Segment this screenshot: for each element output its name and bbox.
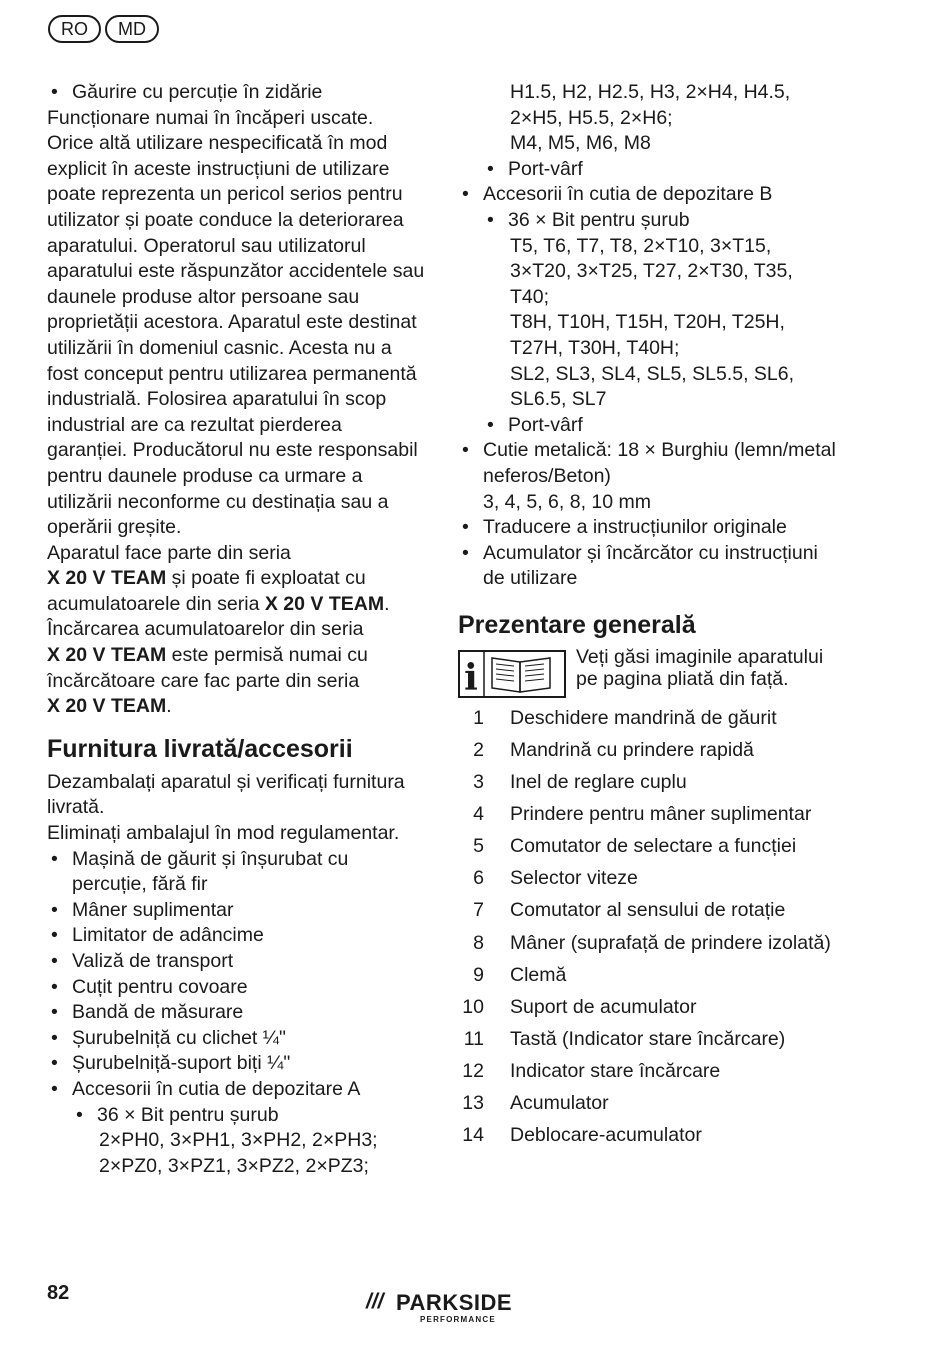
bit-list-line: 2×PH0, 3×PH1, 3×PH2, 2×PH3;: [99, 1129, 378, 1152]
series-paragraph: [47, 541, 425, 720]
drill-sizes: 3, 4, 5, 6, 8, 10 mm: [483, 490, 651, 513]
bit-list-line: T40;: [510, 285, 550, 308]
bit-list-line: T27H, T30H, T40H;: [510, 336, 680, 359]
part-name: Acumulator: [510, 1092, 609, 1114]
part-name: Tastă (Indicator stare încărcare): [510, 1027, 786, 1050]
list-item: [458, 995, 838, 1021]
part-name: Inel de reglare cuplu: [510, 771, 687, 794]
bit-list-line: SL2, SL3, SL4, SL5, SL5.5, SL6,: [510, 362, 795, 385]
part-name: Comutator de selectare a funcției: [510, 835, 797, 858]
bit-list-line: 2×PZ0, 3×PZ1, 3×PZ2, 2×PZ3;: [99, 1154, 369, 1177]
sub-list-item: • 36 × Bit pentru șurub: [483, 208, 838, 234]
list-item: • Cutie metalică: 18 × Burghiu (lemn/metal neferos/Beton): [458, 438, 838, 489]
sub-list-item: • Port-vârf: [483, 157, 838, 183]
part-name: Clemă: [510, 963, 567, 986]
series-name: X 20 V TEAM: [47, 695, 167, 718]
right-column: [458, 80, 838, 1149]
part-name: Selector viteze: [510, 867, 638, 890]
series-name: X 20 V TEAM: [264, 592, 385, 615]
list-item: • Cuțit pentru covoare: [47, 975, 425, 1001]
section-heading-delivery: Furnitura livrată/accesorii: [47, 734, 353, 763]
list-item: • Accesorii în cutia de depozitare B: [458, 182, 838, 208]
list-item: [458, 770, 838, 796]
parkside-logo: [366, 1288, 526, 1328]
unpack-paragraph: Dezambalați aparatul și verificați furnitura livrată.: [47, 770, 405, 819]
info-book-icon: [458, 650, 566, 698]
part-name: Deblocare-acumulator: [510, 1124, 702, 1147]
list-item: [458, 1123, 838, 1149]
part-number: 8: [473, 931, 484, 954]
intended-use-paragraph: Orice altă utilizare nespecificată în mod explicit în aceste instrucțiuni de utilizare poate reprezenta un pericol serios pentru utilizator și poate conduce la deteriorarea aparatului. Operatorul sau utilizatorul aparatului este răspunzător accidentele sau daunele produse altor persoane sau proprietății acestora. Aparatul este destinat utilizării în domeniul casnic. Acesta nu a fost conceput pentru utilizarea permanentă industrială. Folosirea aparatului în scop industrial are ca rezultat pierderea garanției. Producătorul nu este responsabil pentru daunele produse ca urmare a utilizării neconforme cu destinația sau a operării greșite.: [47, 132, 425, 539]
bit-list-line: M4, M5, M6, M8: [510, 132, 651, 155]
list-item: • Mașină de găurit și înșurubat cu percuție, fără fir: [47, 847, 425, 898]
usage-bullet: • Găurire cu percuție în zidărie: [47, 80, 425, 106]
part-number: 2: [473, 738, 484, 761]
part-name: Indicator stare încărcare: [510, 1059, 721, 1082]
sub-list-item: • Port-vârf: [483, 413, 838, 439]
language-tag-ro: RO: [48, 15, 101, 43]
part-number: 10: [462, 995, 484, 1018]
part-number: 6: [473, 867, 484, 890]
part-number: 11: [463, 1027, 484, 1050]
list-item: • Acumulator și încărcător cu instrucțiuni de utilizare: [458, 541, 838, 592]
logo-subtitle: PERFORMANCE: [420, 1315, 496, 1324]
part-number: 13: [462, 1092, 484, 1114]
part-number: 12: [462, 1059, 484, 1082]
list-item: [458, 738, 838, 764]
bit-list-line: 3×T20, 3×T25, T27, 2×T30, T35,: [510, 260, 793, 283]
part-number: 4: [473, 803, 484, 826]
left-column: [47, 80, 425, 1179]
series-text-e: .: [166, 695, 172, 718]
list-item: • Traducere a instrucțiunilor originale: [458, 515, 838, 541]
list-item: • Mâner suplimentar: [47, 898, 425, 924]
part-number: 5: [473, 835, 484, 858]
list-item: [458, 1091, 838, 1117]
list-item: [458, 1059, 838, 1085]
list-item: [458, 931, 838, 957]
part-name: Deschidere mandrină de găurit: [510, 706, 777, 729]
list-item: [458, 866, 838, 892]
sub-list-item: • 36 × Bit pentru șurub: [72, 1103, 425, 1129]
dry-rooms-note: Funcționare numai în încăperi uscate.: [47, 106, 374, 129]
logo-stripes: ///: [366, 1290, 384, 1313]
series-name: X 20 V TEAM: [47, 644, 167, 667]
page-number: 82: [47, 1282, 70, 1304]
language-tags: [48, 15, 159, 43]
part-name: Mandrină cu prindere rapidă: [510, 738, 754, 761]
part-number: 9: [473, 963, 484, 986]
info-text: Veți găsi imaginile aparatului pe pagina pliată din față.: [576, 645, 824, 690]
series-text-d: este permisă numai cu încărcătoare care fac parte din seria: [47, 644, 368, 692]
part-name: Suport de acumulator: [510, 995, 697, 1018]
bit-list-line: 2×H5, H5.5, 2×H6;: [510, 106, 673, 129]
list-item: • Bandă de măsurare: [47, 1000, 425, 1026]
logo-brand: PARKSIDE: [396, 1290, 513, 1315]
list-item: [458, 898, 838, 924]
part-number: 7: [473, 899, 484, 922]
part-number: 1: [473, 706, 484, 729]
list-item: • Accesorii în cutia de depozitare A: [47, 1077, 425, 1103]
list-item: • Șurubelniță-suport biți ¼": [47, 1051, 425, 1077]
list-item: • Valiză de transport: [47, 949, 425, 975]
part-name: Mâner (suprafață de prindere izolată): [510, 931, 831, 954]
part-number: 14: [462, 1124, 484, 1147]
bit-list-line: H1.5, H2, H2.5, H3, 2×H4, H4.5,: [510, 81, 791, 103]
list-item: [458, 802, 838, 828]
list-item: [458, 963, 838, 989]
bit-list-line: SL6.5, SL7: [510, 388, 607, 411]
list-item: [458, 834, 838, 860]
bit-list-line: T8H, T10H, T15H, T20H, T25H,: [510, 311, 785, 334]
part-number: 3: [473, 771, 484, 794]
parts-list: [458, 706, 838, 1149]
info-note: [458, 646, 838, 698]
language-tag-md: MD: [105, 15, 159, 43]
svg-text:i: i: [464, 656, 478, 698]
list-item: • Limitator de adâncime: [47, 923, 425, 949]
list-item: [458, 706, 838, 732]
series-name: X 20 V TEAM: [47, 567, 167, 590]
series-text-a: Aparatul face parte din seria: [47, 541, 291, 564]
bit-list-line: T5, T6, T7, T8, 2×T10, 3×T15,: [510, 234, 772, 257]
list-item: • Șurubelniță cu clichet ¼": [47, 1026, 425, 1052]
section-heading-overview: Prezentare generală: [458, 610, 696, 639]
list-item: [458, 1027, 838, 1053]
packaging-paragraph: Eliminați ambalajul în mod regulamentar.: [47, 822, 400, 845]
part-name: Prindere pentru mâner suplimentar: [510, 803, 812, 826]
series-text-b: și poate fi exploatat cu acumulatoarele din seria: [47, 567, 366, 615]
series-text-c: . Încărcarea acumulatoarelor din seria: [47, 592, 390, 641]
part-name: Comutator al sensului de rotație: [510, 899, 786, 922]
